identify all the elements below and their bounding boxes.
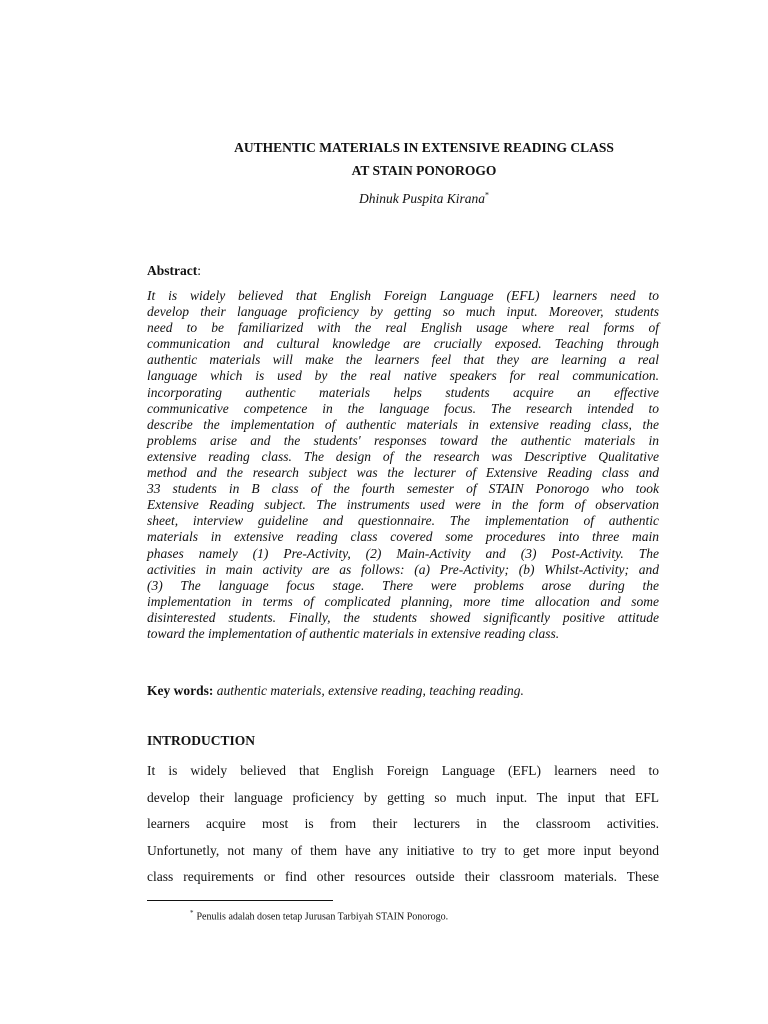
- abstract-body: [147, 288, 659, 642]
- introduction-line: It is widely believed that English Foreign Language (EFL) learners need to: [147, 763, 659, 778]
- introduction-line: develop their language proficiency by getting so much input. The input that EFL: [147, 789, 659, 805]
- abstract-line: toward the implementation of authentic materials in extensive reading class.: [147, 625, 560, 641]
- abstract-line: describe the implementation of authentic materials in extensive reading class, the: [147, 416, 659, 432]
- abstract-colon: :: [197, 263, 202, 278]
- abstract-line: problems arise and the students' responses toward the authentic materials in: [147, 432, 659, 448]
- footnote-marker: *: [190, 909, 194, 917]
- footnote-rule: [147, 900, 333, 901]
- keywords: [147, 682, 524, 700]
- abstract-line: language which is used by the real native speakers for real communication.: [147, 368, 659, 384]
- abstract-line: 33 students in B class of the fourth semester of STAIN Ponorogo who took: [147, 481, 659, 497]
- abstract-line: communication and cultural knowledge are crucially exposed. Teaching through: [147, 336, 659, 352]
- footnote: [190, 906, 448, 924]
- abstract-line: communicative competence in the language focus. The research intended to: [147, 400, 659, 416]
- paper-title: [0, 136, 768, 182]
- abstract-line: incorporating authentic materials helps students acquire an effective: [147, 384, 659, 400]
- abstract-line: implementation in terms of complicated planning, more time allocation and some: [147, 593, 659, 609]
- title-line-1: AUTHENTIC MATERIALS IN EXTENSIVE READING CLASS: [234, 140, 614, 155]
- introduction-line: Unfortunetly, not many of them have any initiative to try to get more input beyond: [147, 842, 659, 858]
- abstract-line: (3) The language focus stage. There were problems arose during the: [147, 577, 659, 593]
- footnote-text: Penulis adalah dosen tetap Jurusan Tarbiyah STAIN Ponorogo.: [196, 911, 449, 923]
- abstract-line: materials in extensive reading class covered some procedures into three main: [147, 529, 659, 545]
- keywords-text: authentic materials, extensive reading, teaching reading.: [216, 683, 524, 698]
- abstract-line: develop their language proficiency by getting so much input. Moreover, students: [147, 304, 659, 320]
- abstract-line: authentic materials will make the learners feel that they are learning a real: [147, 352, 659, 368]
- abstract-line: disinterested students. Finally, the students showed significantly positive attitude: [147, 609, 659, 625]
- abstract-line: method and the research subject was the lecturer of Extensive Reading class and: [147, 465, 659, 481]
- abstract-heading: [147, 263, 201, 279]
- keywords-label: Key words:: [147, 683, 214, 698]
- abstract-line: sheet, interview guideline and questionnaire. The implementation of authentic: [147, 513, 659, 529]
- abstract-line: activities in main activity are as follows: (a) Pre-Activity; (b) Whilst-Activity; and: [147, 561, 659, 577]
- abstract-line: Extensive Reading subject. The instruments used were in the form of observation: [147, 497, 659, 513]
- abstract-line: phases namely (1) Pre-Activity, (2) Main-Activity and (3) Post-Activity. The: [147, 545, 659, 561]
- abstract-line: It is widely believed that English Foreign Language (EFL) learners need to: [147, 288, 659, 303]
- introduction-heading: INTRODUCTION: [147, 733, 256, 748]
- introduction-line: learners acquire most is from their lecturers in the classroom activities.: [147, 816, 659, 831]
- author: [0, 185, 768, 209]
- abstract-line: extensive reading class. The design of the research was Descriptive Qualitative: [147, 448, 659, 464]
- author-name: Dhinuk Puspita Kirana: [358, 190, 485, 206]
- introduction-line: class requirements or find other resources outside their classroom materials. These: [147, 869, 659, 884]
- abstract-line: need to be familiarized with the real English usage where real forms of: [147, 320, 659, 336]
- author-footnote-marker: *: [485, 190, 489, 199]
- title-line-2: AT STAIN PONOROGO: [351, 163, 497, 178]
- introduction-body: [147, 758, 659, 891]
- abstract-label: Abstract: [147, 263, 198, 278]
